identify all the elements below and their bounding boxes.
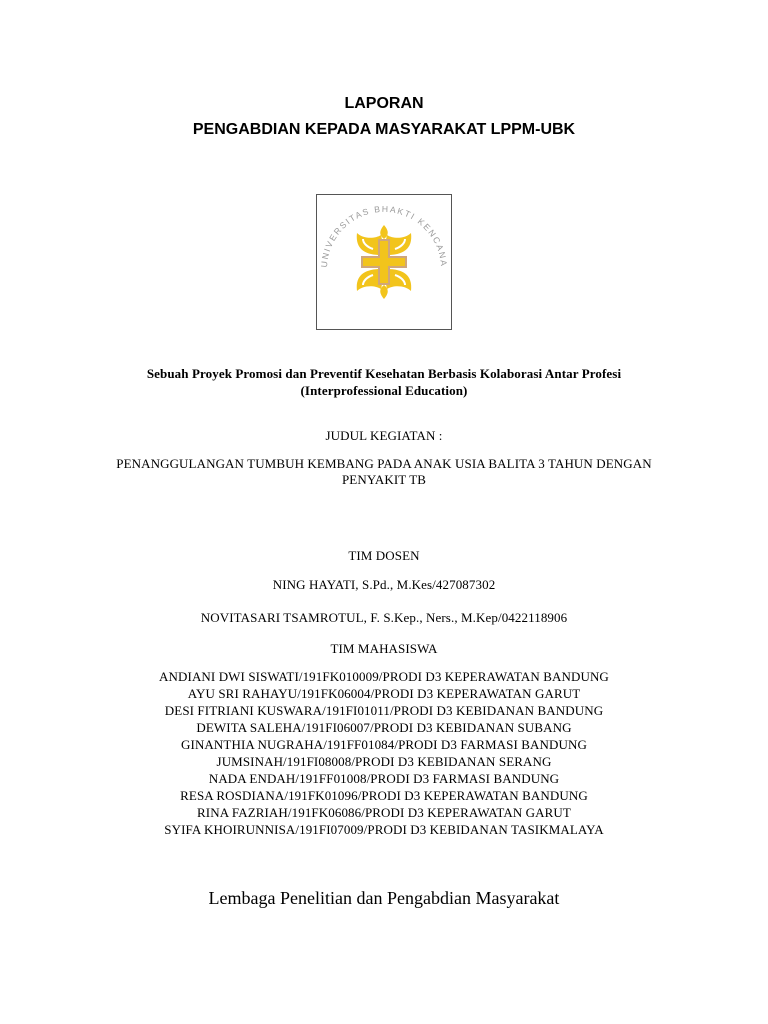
student-item: JUMSINAH/191FI08008/PRODI D3 KEBIDANAN SERANG: [216, 754, 552, 769]
activity-title-line2: PENYAKIT TB: [341, 472, 427, 487]
student-item: NADA ENDAH/191FF01008/PRODI D3 FARMASI BANDUNG: [208, 771, 560, 786]
student-item: ANDIANI DWI SISWATI/191FK010009/PRODI D3 KEPERAWATAN BANDUNG: [159, 669, 609, 684]
activity-heading: JUDUL KEGIATAN :: [325, 428, 443, 443]
lecturer-item: NOVITASARI TSAMROTUL, F. S.Kep., Ners., M.Kep/0422118906: [200, 610, 568, 625]
student-item: AYU SRI RAHAYU/191FK06004/PRODI D3 KEPERAWATAN GARUT: [187, 686, 581, 701]
student-item: RESA ROSDIANA/191FK01096/PRODI D3 KEPERAWATAN BANDUNG: [180, 788, 588, 803]
report-title: LAPORAN: [344, 95, 424, 112]
activity-title-line1: PENANGGULANGAN TUMBUH KEMBANG PADA ANAK USIA BALITA 3 TAHUN DENGAN: [116, 456, 652, 471]
project-description: Sebuah Proyek Promosi dan Preventif Kesehatan Berbasis Kolaborasi Antar Profesi: [146, 366, 622, 381]
institution-footer: Lembaga Penelitian dan Pengabdian Masyarakat: [208, 888, 560, 908]
logo-ring-text: UNIVERSITAS BHAKTI KENCANA: [318, 203, 450, 268]
student-item: RINA FAZRIAH/191FK06086/PRODI D3 KEPERAWATAN GARUT: [197, 805, 571, 820]
student-item: SYIFA KHOIRUNNISA/191FI07009/PRODI D3 KEBIDANAN TASIKMALAYA: [164, 822, 604, 837]
logo-emblem: [357, 225, 412, 299]
university-logo: [316, 194, 452, 330]
lecturer-item: NING HAYATI, S.Pd., M.Kes/427087302: [272, 577, 496, 592]
lecturers-heading: TIM DOSEN: [348, 548, 420, 563]
university-seal-icon: [317, 195, 451, 329]
student-item: DEWITA SALEHA/191FI06007/PRODI D3 KEBIDANAN SUBANG: [196, 720, 572, 735]
project-description-paren: (Interprofessional Education): [300, 383, 468, 398]
student-item: DESI FITRIANI KUSWARA/191FI01011/PRODI D3 KEBIDANAN BANDUNG: [164, 703, 604, 718]
students-heading: TIM MAHASISWA: [330, 641, 438, 656]
report-subtitle: PENGABDIAN KEPADA MASYARAKAT LPPM-UBK: [192, 121, 576, 138]
student-item: GINANTHIA NUGRAHA/191FF01084/PRODI D3 FARMASI BANDUNG: [181, 737, 587, 752]
